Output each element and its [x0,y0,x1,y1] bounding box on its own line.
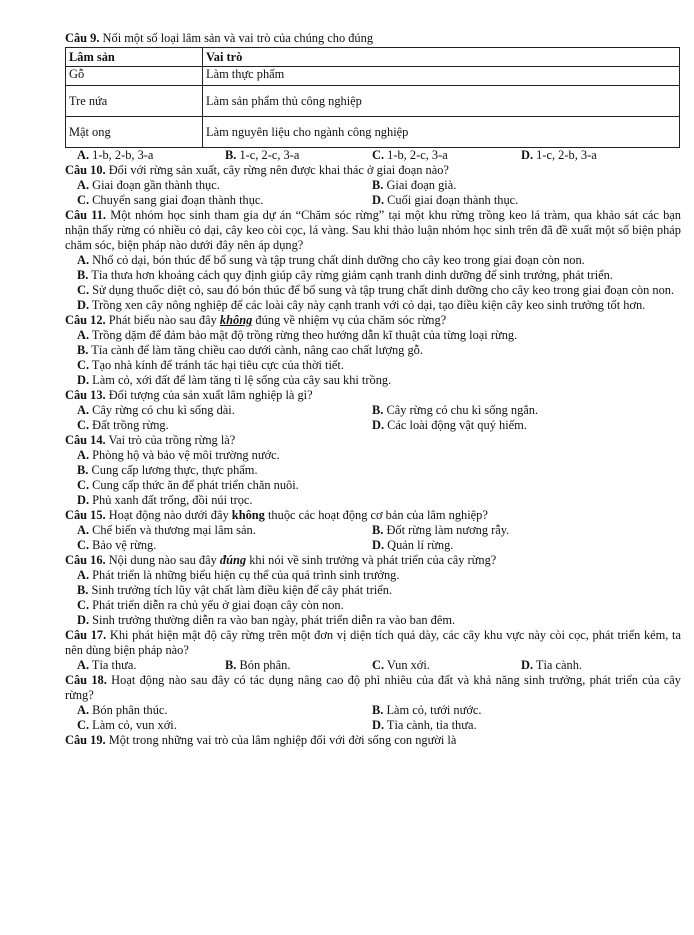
option-c[interactable]: C. Làm cỏ, vun xới. [77,718,177,732]
question-number: Câu 10. [65,163,106,177]
option-b[interactable]: B. Làm cỏ, tưới nước. [372,703,482,717]
question-text: Hoạt động nào sau đây có tác dụng nâng cao độ phì nhiêu của đất và khả năng sinh trưởng, phát triển của cây rừng? [65,673,681,702]
answer-options [65,418,681,433]
question-text: thuộc các hoạt động cơ bản của lâm nghiệp? [267,508,488,522]
option-d[interactable]: D. Các loài động vật quý hiếm. [372,418,527,432]
option-a[interactable]: A. Bón phân thúc. [77,703,168,717]
option-c[interactable]: C. Vun xới. [372,658,430,672]
table-header-row [66,48,680,67]
question-17 [65,628,681,658]
option-d[interactable]: D. Trồng xen cây nông nghiệp để các loài cây này cạnh tranh với cỏ dại, tạo điều kiện cây keo sinh trưởng tốt hơn. [77,298,646,312]
question-12 [65,313,681,328]
option-b[interactable]: B. Cung cấp lương thực, thực phẩm. [77,463,258,477]
question-19 [65,733,681,748]
question-16 [65,553,681,568]
option-b[interactable]: B. Tỉa cành để làm tăng chiều cao dưới cành, nâng cao chất lượng gỗ. [77,343,423,357]
option-b[interactable]: B. Đốt rừng làm nương rẫy. [372,523,510,537]
option-a[interactable]: A. 1-b, 2-b, 3-a [77,148,154,162]
question-number: Câu 18. [65,673,107,687]
option-d[interactable]: D. Làm cỏ, xới đất để làm tăng tỉ lệ sống của cây sau khi trồng. [77,373,392,387]
question-text: Đối với rừng sản xuất, cây rừng nên được khai thác ở giai đoạn nào? [108,163,449,177]
question-number: Câu 19. [65,733,106,747]
question-15 [65,508,681,523]
question-text: Nối một số loại lâm sản và vai trò của chúng cho đúng [102,31,374,45]
question-text: Một trong những vai trò của lâm nghiệp đối với đời sống con người là [108,733,457,747]
question-text: Một nhóm học sinh tham gia dự án “Chăm sóc rừng” tại một khu rừng trồng keo lá tràm, qua khảo sát các bạn nhận thấy rừng có nhiều cỏ dại, cây keo còi cọc, lá vàng. Sau khi thảo luận nhóm học sinh trên đã đề xuất một số biện pháp chăm sóc, biện pháp nào dưới đây nên áp dụng? [65,208,682,252]
question-text: Khi phát hiện mật độ cây rừng trên một đơn vị diện tích quá dày, các cây khu vực này còi cọc, phát triển kém, ta nên dùng biện pháp nào? [65,628,681,657]
emphasis-word: không [231,508,265,522]
table-cell: Mật ong [66,117,203,148]
option-d[interactable]: D. Quản lí rừng. [372,538,454,552]
option-a[interactable]: A. Phòng hộ và bảo vệ môi trường nước. [77,448,280,462]
option-d[interactable]: D. Phủ xanh đất trống, đồi núi trọc. [77,493,253,507]
option-c[interactable]: C. Bảo vệ rừng. [77,538,157,552]
option-a[interactable]: A. Trồng dặm để đảm bảo mật độ trồng rừng theo hướng dẫn kĩ thuật của từng loại rừng. [77,328,518,342]
option-a[interactable]: A. Giai đoạn gần thành thục. [77,178,220,192]
option-b[interactable]: B. Cây rừng có chu kì sống ngắn. [372,403,539,417]
option-d[interactable]: D. Sinh trưởng thường diễn ra vào ban ngày, phát triển diễn ra vào ban đêm. [77,613,456,627]
question-text: Hoạt động nào dưới đây [108,508,229,522]
option-c[interactable]: C. 1-b, 2-c, 3-a [372,148,448,162]
answer-options [65,148,681,163]
option-c[interactable]: C. Sử dụng thuốc diệt cỏ, sau đó bón thúc để bổ sung và tập trung chất dinh dưỡng cho cây keo trong giai đoạn còn non. [77,283,675,297]
answer-options [65,718,681,733]
option-a[interactable]: A. Cây rừng có chu kì sống dài. [77,403,235,417]
question-18 [65,673,681,703]
answer-options [65,178,681,193]
answer-options [65,703,681,718]
table-cell: Làm nguyên liệu cho ngành công nghiệp [203,117,680,148]
question-9 [65,31,681,46]
table-row [66,86,680,117]
question-number: Câu 13. [65,388,106,402]
question-number: Câu 11. [65,208,107,222]
question-number: Câu 16. [65,553,106,567]
option-a[interactable]: A. Tỉa thưa. [77,658,137,672]
table-cell: Làm thực phẩm [203,67,680,86]
matching-table [65,47,680,148]
option-c[interactable]: C. Cung cấp thức ăn để phát triển chăn nuôi. [77,478,299,492]
option-b[interactable]: B. Sinh trưởng tích lũy vật chất làm điều kiện để cây phát triển. [77,583,393,597]
option-c[interactable]: C. Chuyển sang giai đoạn thành thục. [77,193,264,207]
question-number: Câu 17. [65,628,107,642]
table-row [66,117,680,148]
option-a[interactable]: A. Phát triển là những biểu hiện cụ thể của quá trình sinh trưởng. [77,568,400,582]
option-b[interactable]: B. 1-c, 2-c, 3-a [225,148,300,162]
option-c[interactable]: C. Phát triển diễn ra chủ yếu ở giai đoạn cây còn non. [77,598,344,612]
question-text: Vai trò của trồng rừng là? [108,433,236,447]
question-number: Câu 15. [65,508,106,522]
option-c[interactable]: C. Đất trồng rừng. [77,418,169,432]
emphasis-word: đúng [219,553,247,567]
question-13 [65,388,681,403]
option-a[interactable]: A. Chế biến và thương mại lâm sản. [77,523,256,537]
answer-options [65,193,681,208]
table-cell: Làm sản phẩm thủ công nghiệp [203,86,680,117]
option-b[interactable]: B. Giai đoạn già. [372,178,457,192]
question-text: Đối tượng của sản xuất lâm nghiệp là gì? [108,388,313,402]
question-text: đúng về nhiệm vụ của chăm sóc rừng? [255,313,447,327]
answer-options [65,538,681,553]
table-cell: Gỗ [66,67,203,86]
option-d[interactable]: D. 1-c, 2-b, 3-a [521,148,597,162]
option-d[interactable]: D. Cuối giai đoạn thành thục. [372,193,519,207]
table-row [66,67,680,86]
emphasis-word: không [219,313,253,327]
option-b[interactable]: B. Bón phân. [225,658,291,672]
question-11 [65,208,681,253]
question-text: Nội dung nào sau đây [108,553,217,567]
question-number: Câu 9. [65,31,100,45]
question-10 [65,163,681,178]
question-number: Câu 14. [65,433,106,447]
question-text: Phát biểu nào sau đây [108,313,217,327]
question-14 [65,433,681,448]
table-cell: Tre nứa [66,86,203,117]
option-d[interactable]: D. Tỉa cành, tỉa thưa. [372,718,477,732]
option-d[interactable]: D. Tỉa cành. [521,658,583,672]
table-header: Vai trò [203,48,680,67]
option-c[interactable]: C. Tạo nhà kính để tránh tác hại tiêu cực của thời tiết. [77,358,344,372]
answer-options [65,403,681,418]
option-a[interactable]: A. Nhổ cỏ dại, bón thúc để bổ sung và tập trung chất dinh dưỡng cho cây keo trong giai đoạn còn non. [77,253,585,267]
answer-options [65,523,681,538]
option-b[interactable]: B. Tỉa thưa hơn khoảng cách quy định giúp cây rừng giảm cạnh tranh dinh dưỡng để sinh trưởng, phát triển. [77,268,613,282]
question-number: Câu 12. [65,313,106,327]
table-header: Lâm sản [66,48,203,67]
exam-page [65,31,681,748]
answer-options [65,658,681,673]
question-text: khi nói về sinh trưởng và phát triển của cây rừng? [249,553,497,567]
